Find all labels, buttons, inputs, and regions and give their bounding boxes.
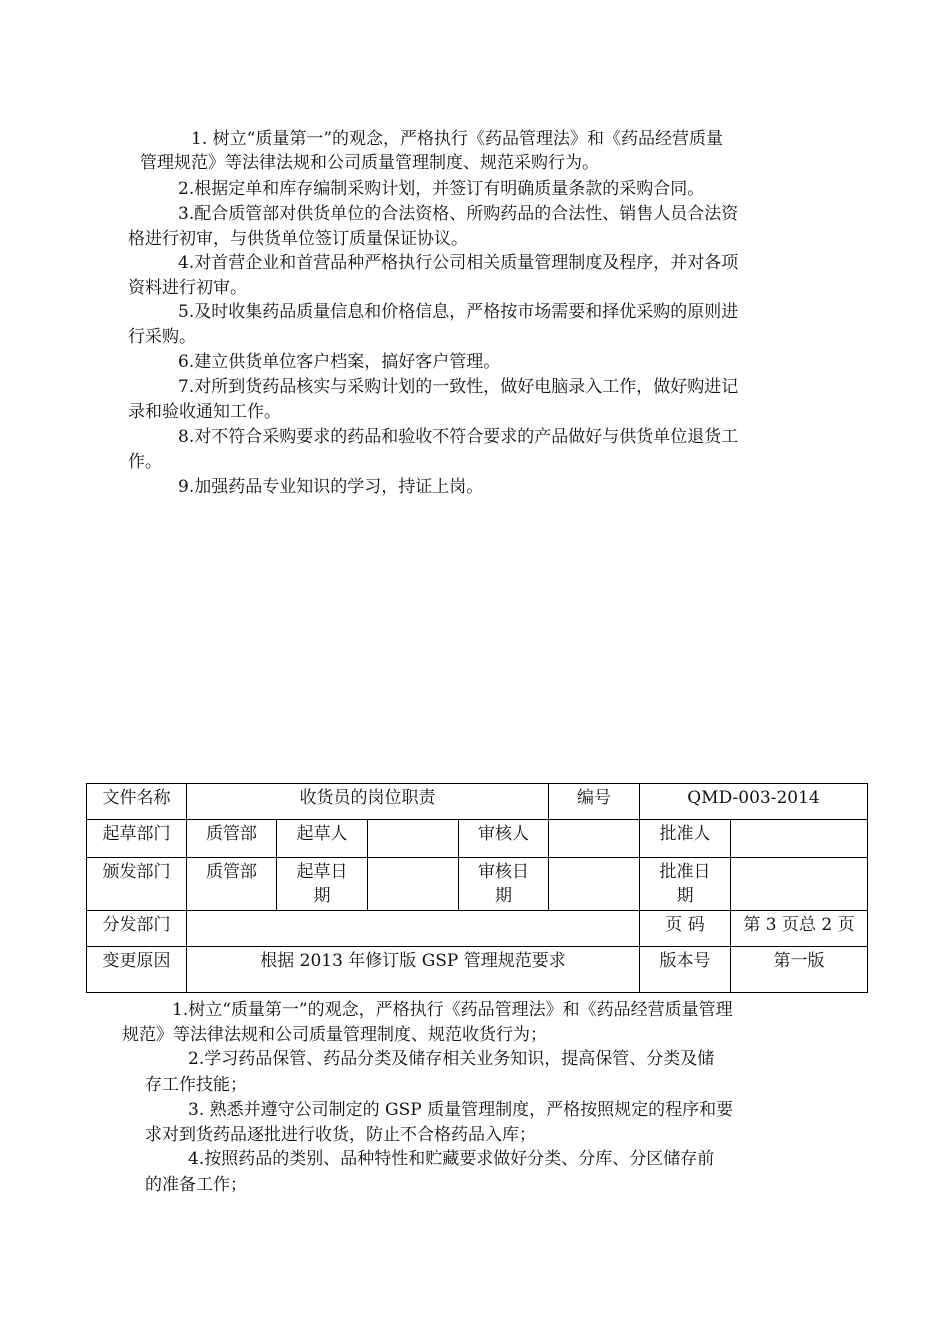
s2-item-3-line-2: 求对到货药品逐批进行收货，防止不合格药品入库； [145, 1125, 536, 1145]
review-date-value [549, 858, 640, 911]
s1-item-1-line-1: 1. 树立“质量第一”的观念，严格执行《药品管理法》和《药品经营质量 [191, 129, 724, 149]
s1-item-7-line-1: 7.对所到货药品核实与采购计划的一致性，做好电脑录入工作，做好购进记 [178, 377, 739, 397]
draft-dept-label: 起草部门 [87, 820, 187, 858]
review-date-label-line-1: 审核日 [478, 862, 529, 882]
s1-item-8-line-1: 8.对不符合采购要求的药品和验收不符合要求的产品做好与供货单位退货工 [178, 427, 739, 447]
row-draft [87, 820, 868, 858]
s1-item-5-line-2: 行采购。 [128, 327, 196, 347]
change-reason-label: 变更原因 [87, 947, 187, 993]
page-value: 第 3 页总 2 页 [731, 911, 868, 947]
s2-item-3-line-1: 3. 熟悉并遵守公司制定的 GSP 质量管理制度，严格按照规定的程序和要 [188, 1100, 734, 1120]
file-name-label: 文件名称 [87, 784, 187, 820]
document-info-table [86, 783, 868, 993]
s2-item-2-line-2: 存工作技能； [145, 1075, 247, 1095]
review-date-label [459, 858, 549, 911]
version-value: 第一版 [731, 947, 868, 993]
draft-date-value [368, 858, 459, 911]
change-reason-value: 根据 2013 年修订版 GSP 管理规范要求 [187, 947, 640, 993]
s1-item-8-line-2: 作。 [128, 452, 162, 472]
approve-date-label [640, 858, 731, 911]
row-distribution [87, 911, 868, 947]
approver-label: 批准人 [640, 820, 731, 858]
distrib-dept-value [187, 911, 640, 947]
approve-date-label-line-2: 期 [676, 886, 694, 906]
s1-item-3-line-1: 3.配合质管部对供货单位的合法资格、所购药品的合法性、销售人员合法资 [178, 204, 739, 224]
reviewer-label: 审核人 [459, 820, 549, 858]
file-name-value: 收货员的岗位职责 [187, 784, 549, 820]
draft-date-label-line-2: 期 [313, 886, 331, 906]
s2-item-4-line-2: 的准备工作； [145, 1175, 247, 1195]
drafter-value [368, 820, 459, 858]
s2-item-1-line-2: 规范》等法律法规和公司质量管理制度、规范收货行为； [122, 1025, 547, 1045]
review-date-label-line-2: 期 [495, 886, 512, 906]
s1-item-3-line-2: 格进行初审，与供货单位签订质量保证协议。 [128, 229, 468, 249]
s1-item-1-line-2: 管理规范》等法律法规和公司质量管理制度、规范采购行为。 [140, 153, 599, 173]
drafter-label: 起草人 [277, 820, 368, 858]
s1-item-6: 6.建立供货单位客户档案，搞好客户管理。 [178, 352, 501, 372]
draft-date-label-line-1: 起草日 [296, 862, 348, 882]
page-label: 页 码 [640, 911, 731, 947]
s2-item-2-line-1: 2.学习药品保管、药品分类及储存相关业务知识，提高保管、分类及储 [188, 1049, 715, 1069]
approve-date-value [731, 858, 868, 911]
s1-item-7-line-2: 录和验收通知工作。 [128, 402, 281, 422]
s1-item-5-line-1: 5.及时收集药品质量信息和价格信息，严格按市场需要和择优采购的原则进 [178, 302, 739, 322]
distrib-dept-label: 分发部门 [87, 911, 187, 947]
approver-value [731, 820, 868, 858]
s1-item-4-line-2: 资料进行初审。 [128, 278, 247, 298]
draft-date-label [277, 858, 368, 911]
version-label: 版本号 [640, 947, 731, 993]
number-label: 编号 [549, 784, 640, 820]
s1-item-4-line-1: 4.对首营企业和首营品种严格执行公司相关质量管理制度及程序，并对各项 [178, 253, 739, 273]
reviewer-value [549, 820, 640, 858]
issue-dept-label: 颁发部门 [87, 858, 187, 911]
approve-date-label-line-1: 批准日 [659, 862, 711, 882]
s1-item-9: 9.加强药品专业知识的学习，持证上岗。 [178, 477, 484, 497]
row-file-name [87, 784, 868, 820]
number-value: QMD-003-2014 [640, 784, 868, 820]
draft-dept-value: 质管部 [187, 820, 277, 858]
row-change [87, 947, 868, 993]
issue-dept-value: 质管部 [187, 858, 277, 911]
s1-item-2: 2.根据定单和库存编制采购计划，并签订有明确质量条款的采购合同。 [178, 179, 705, 199]
s2-item-4-line-1: 4.按照药品的类别、品种特性和贮藏要求做好分类、分库、分区储存前 [188, 1149, 715, 1169]
row-issue [87, 858, 868, 911]
s2-item-1-line-1: 1.树立“质量第一”的观念，严格执行《药品管理法》和《药品经营质量管理 [172, 1000, 733, 1020]
